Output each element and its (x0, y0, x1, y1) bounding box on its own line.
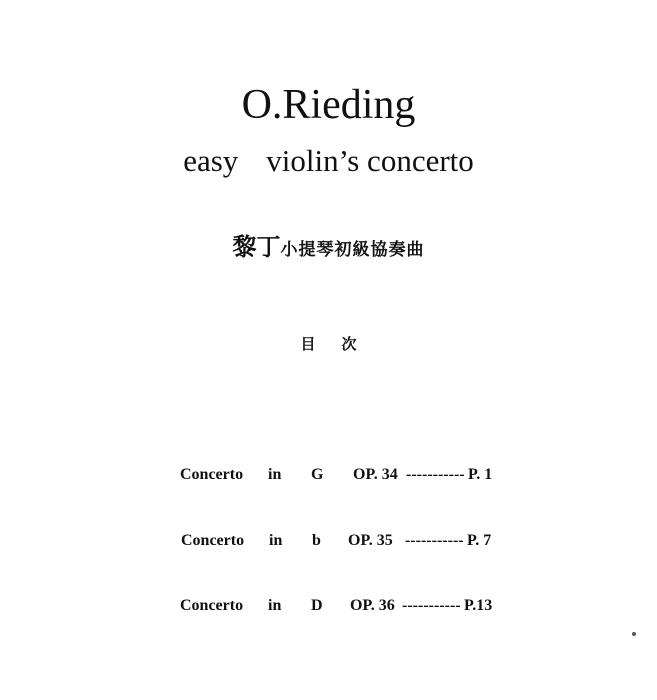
page-title: O.Rieding (241, 82, 416, 128)
chinese-title-rest: 小提琴初級協奏曲 (280, 240, 425, 260)
chinese-title-name: 黎丁 (232, 233, 281, 261)
toc-entry-label: Concerto (180, 597, 244, 614)
toc-entry-leader: ----------- (402, 597, 461, 614)
toc-entry-page: P.13 (464, 597, 493, 614)
toc-entry-opus: OP. 34 (353, 466, 398, 483)
toc-heading (0, 334, 657, 354)
subtitle (0, 142, 657, 180)
toc-entry-key: b (312, 532, 321, 549)
chinese-title (0, 232, 657, 265)
scan-speck (632, 632, 636, 636)
toc-heading-char-1: 目 (300, 335, 316, 353)
subtitle-rest: violin’s concerto (266, 143, 474, 178)
subtitle-word-easy: easy (183, 143, 239, 178)
toc-entry-page: P. 7 (467, 532, 492, 549)
toc-entry-label: Concerto (180, 466, 244, 483)
toc-entry-leader: ----------- (406, 466, 465, 483)
toc-entry-label: Concerto (181, 532, 245, 549)
toc-entry (181, 529, 511, 553)
toc-entry-in: in (268, 466, 282, 483)
toc-entry-key: G (311, 466, 324, 483)
toc-entry-opus: OP. 35 (348, 532, 393, 549)
toc-entry-key: D (311, 597, 323, 614)
toc-entry-opus: OP. 36 (350, 597, 395, 614)
toc-entry-leader: ----------- (405, 532, 464, 549)
toc-entry (180, 463, 510, 487)
toc-entry-in: in (269, 532, 283, 549)
toc-entry-page: P. 1 (468, 466, 493, 483)
toc-entry-in: in (268, 597, 282, 614)
toc-heading-char-2: 次 (341, 335, 357, 353)
toc-entry (180, 594, 510, 618)
